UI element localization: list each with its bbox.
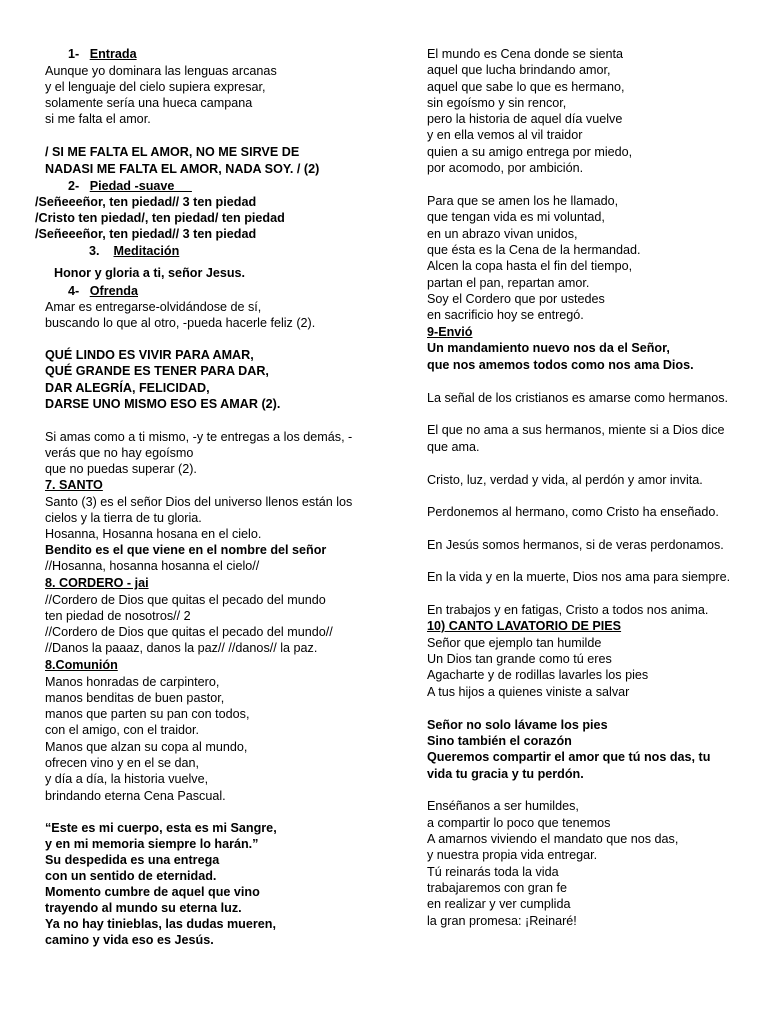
lyric-line: //Cordero de Dios que quitas el pecado del mundo// (45, 625, 333, 639)
chorus-line: Su despedida es una entrega (45, 853, 220, 867)
chorus-line: QUÉ GRANDE ES TENER PARA DAR, (45, 364, 269, 378)
lyric-line: por acomodo, por ambición. (427, 161, 584, 175)
chorus-line: con un sentido de eternidad. (45, 869, 217, 883)
lyric-line: y en ella vemos al vil traidor (427, 128, 583, 142)
lyric-line: que ama. (427, 440, 480, 454)
lyric-line: Manos que alzan su copa al mundo, (45, 740, 248, 754)
chorus-line: que nos amemos todos como nos ama Dios. (427, 358, 694, 372)
section-piedad-heading: 2- Piedad -suave (68, 179, 192, 193)
lyric-line: Aunque yo dominara las lenguas arcanas (45, 64, 277, 78)
section-comunion-heading: 8.Comunión (45, 658, 118, 672)
lyric-line: sin egoísmo y sin rencor, (427, 96, 567, 110)
section-entrada-heading: 1- Entrada (68, 47, 137, 61)
lyric-line: Santo (3) es el señor Dios del universo llenos están los (45, 495, 353, 509)
lyric-line: El mundo es Cena donde se sienta (427, 47, 624, 61)
chorus-line: Momento cumbre de aquel que vino (45, 885, 260, 899)
lyric-line: la gran promesa: ¡Reinaré! (427, 914, 577, 928)
lyric-line: solamente sería una hueca campana (45, 96, 253, 110)
lyric-line: que ésta es la Cena de la hermandad. (427, 243, 641, 257)
lyric-line: y día a día, la historia vuelve, (45, 772, 209, 786)
section-ofrenda-heading: 4- Ofrenda (68, 284, 138, 298)
lyric-line: Honor y gloria a ti, señor Jesus. (54, 266, 246, 280)
lyric-line: si me falta el amor. (45, 112, 151, 126)
lyric-line: /Señeeeñor, ten piedad// 3 ten piedad (35, 227, 257, 241)
lyric-line: buscando lo que al otro, -pueda hacerle feliz (2). (45, 316, 316, 330)
chorus-line: DARSE UNO MISMO ESO ES AMAR (2). (45, 397, 281, 411)
lyric-line: Cristo, luz, verdad y vida, al perdón y amor invita. (427, 473, 703, 487)
lyric-line: ten piedad de nosotros// 2 (45, 609, 191, 623)
section-lavatorio-heading: 10) CANTO LAVATORIO DE PIES (427, 619, 622, 633)
lyric-line: Si amas como a ti mismo, -y te entregas a los demás, - (45, 430, 353, 444)
lyric-line: Un Dios tan grande como tú eres (427, 652, 612, 666)
lyric-line: Amar es entregarse-olvidándose de sí, (45, 300, 262, 314)
chorus-line: Ya no hay tinieblas, las dudas mueren, (45, 917, 276, 931)
chorus-line: “Este es mi cuerpo, esta es mi Sangre, (45, 821, 277, 835)
chorus-line: DAR ALEGRÍA, FELICIDAD, (45, 381, 210, 395)
lyric-line: Para que se amen los he llamado, (427, 194, 619, 208)
chorus-line: Un mandamiento nuevo nos da el Señor, (427, 341, 670, 355)
lyric-line: que no puedas superar (2). (45, 462, 197, 476)
lyric-line: verás que no hay egoísmo (45, 446, 194, 460)
lyric-line: ofrecen vino y en el se dan, (45, 756, 200, 770)
lyric-line: Soy el Cordero que por ustedes (427, 292, 605, 306)
lyric-line: Alcen la copa hasta el fin del tiempo, (427, 259, 633, 273)
lyric-line: quien a su amigo entrega por miedo, (427, 145, 633, 159)
lyric-line: en un abrazo vivan unidos, (427, 227, 578, 241)
lyric-line: En Jesús somos hermanos, si de veras perdonamos. (427, 538, 724, 552)
lyric-line: manos que parten su pan con todos, (45, 707, 250, 721)
lyric-line: partan el pan, repartan amor. (427, 276, 590, 290)
chorus-line: QUÉ LINDO ES VIVIR PARA AMAR, (45, 348, 254, 362)
lyric-line: Perdonemos al hermano, como Cristo ha enseñado. (427, 505, 719, 519)
section-meditacion-heading: 3. Meditación (89, 244, 180, 258)
lyric-line: //Cordero de Dios que quitas el pecado del mundo (45, 593, 326, 607)
lyric-line: //Hosanna, hosanna hosanna el cielo// (45, 559, 260, 573)
lyric-line: Hosanna, Hosanna hosana en el cielo. (45, 527, 262, 541)
chorus-line: camino y vida eso es Jesús. (45, 933, 214, 947)
lyric-line: /Cristo ten piedad/, ten piedad/ ten piedad (35, 211, 285, 225)
lyric-line: /Señeeeñor, ten piedad// 3 ten piedad (35, 195, 257, 209)
lyric-line: y el lenguaje del cielo supiera expresar, (45, 80, 266, 94)
lyric-line: pero la historia de aquel día vuelve (427, 112, 623, 126)
lyric-line: a compartir lo poco que tenemos (427, 816, 611, 830)
chorus-line: Queremos compartir el amor que tú nos das, tu (427, 750, 711, 764)
lyric-line: que tengan vida es mi voluntad, (427, 210, 605, 224)
lyric-line: y nuestra propia vida entregar. (427, 848, 598, 862)
lyric-line: El que no ama a sus hermanos, miente si a Dios dice (427, 423, 725, 437)
lyric-line: En la vida y en la muerte, Dios nos ama para siempre. (427, 570, 731, 584)
lyric-line: cielos y la tierra de tu gloria. (45, 511, 202, 525)
chorus-line: NADASI ME FALTA EL AMOR, NADA SOY. / (2) (45, 162, 320, 176)
section-envio-heading: 9-Envió (427, 325, 473, 339)
section-santo-heading: 7. SANTO (45, 478, 103, 492)
lyric-line: con el amigo, con el traidor. (45, 723, 200, 737)
lyric-line: Manos honradas de carpintero, (45, 675, 220, 689)
lyric-line: aquel que lucha brindando amor, (427, 63, 611, 77)
lyric-line: Bendito es el que viene en el nombre del señor (45, 543, 327, 557)
lyric-line: trabajaremos con gran fe (427, 881, 568, 895)
lyric-line: En trabajos y en fatigas, Cristo a todos nos anima. (427, 603, 709, 617)
lyric-line: manos benditas de buen pastor, (45, 691, 225, 705)
chorus-line: Señor no solo lávame los pies (427, 718, 608, 732)
lyric-line: //Danos la paaaz, danos la paz// //danos// la paz. (45, 641, 318, 655)
lyric-line: en realizar y ver cumplida (427, 897, 571, 911)
lyric-line: aquel que sabe lo que es hermano, (427, 80, 625, 94)
lyric-line: en sacrificio hoy se entregó. (427, 308, 584, 322)
chorus-line: / SI ME FALTA EL AMOR, NO ME SIRVE DE (45, 145, 300, 159)
lyric-line: A tus hijos a quienes viniste a salvar (427, 685, 630, 699)
lyric-line: Agacharte y de rodillas lavarles los pies (427, 668, 649, 682)
section-cordero-heading: 8. CORDERO - jai (45, 576, 149, 590)
lyric-line: A amarnos viviendo el mandato que nos das, (427, 832, 679, 846)
lyric-line: brindando eterna Cena Pascual. (45, 789, 226, 803)
chorus-line: y en mi memoria siempre lo harán.” (45, 837, 259, 851)
chorus-line: Sino también el corazón (427, 734, 572, 748)
chorus-line: trayendo al mundo su eterna luz. (45, 901, 242, 915)
lyric-line: Enséñanos a ser humildes, (427, 799, 579, 813)
lyric-line: Tú reinarás toda la vida (427, 865, 559, 879)
lyric-line: La señal de los cristianos es amarse como hermanos. (427, 391, 728, 405)
chorus-line: vida tu gracia y tu perdón. (427, 767, 584, 781)
lyric-line: Señor que ejemplo tan humilde (427, 636, 602, 650)
